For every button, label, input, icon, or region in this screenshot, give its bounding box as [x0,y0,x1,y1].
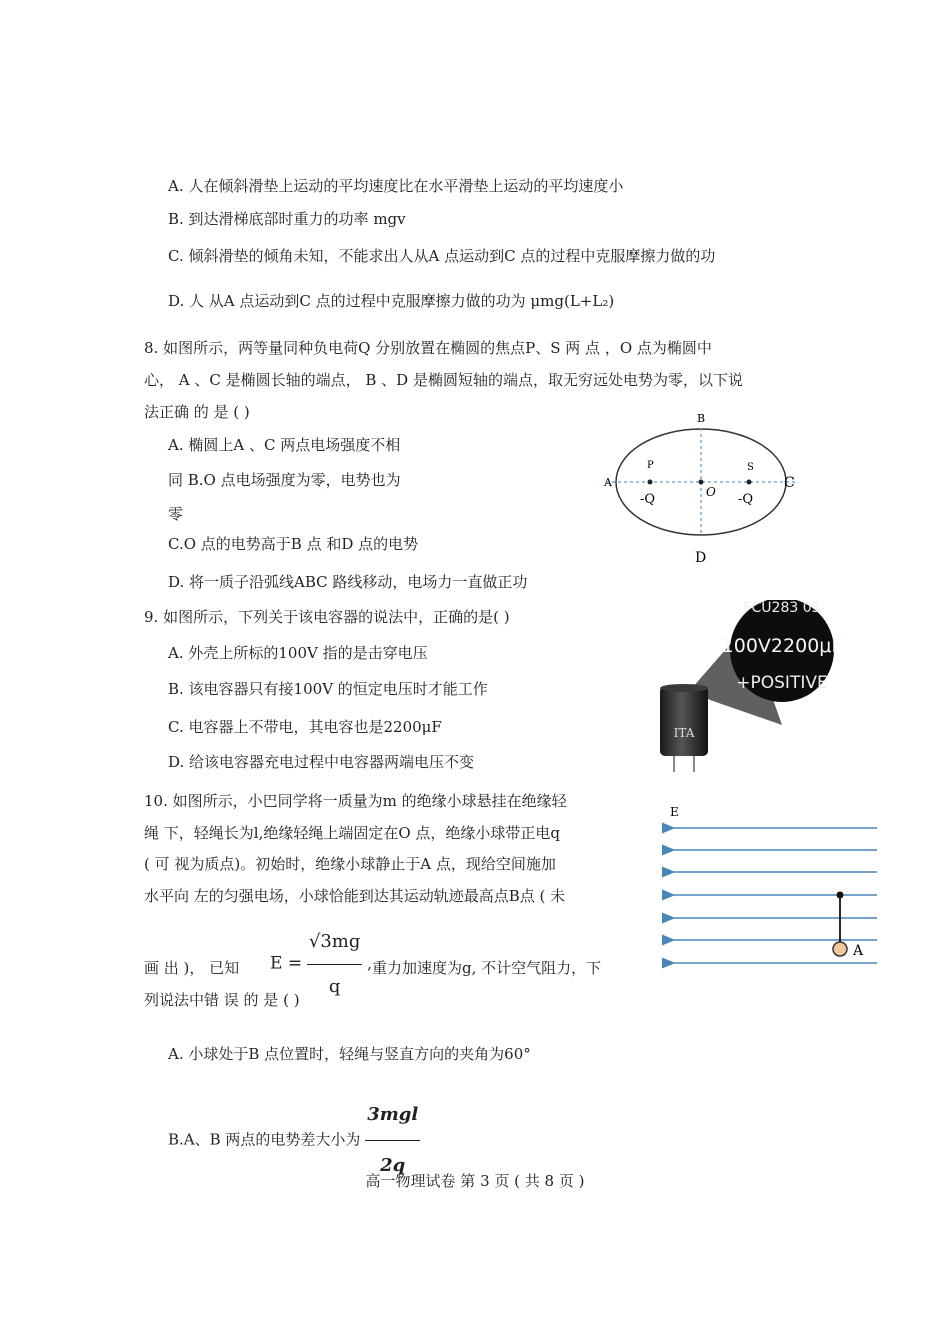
formula-fraction [307,920,363,1009]
label-a: A [853,943,864,959]
q8-stem-line2: 心， A 、C 是椭圆长轴的端点， B 、D 是椭圆短轴的端点，取无穷远处电势为零，以下说 [144,371,743,389]
q9-stem: 9. 如图所示，下列关于该电容器的说法中，正确的是( ) [144,608,510,626]
formula-comma: , [367,954,372,973]
q8-stem-line1: 8. 如图所示，两等量同种负电荷Q 分别放置在椭圆的焦点P、S 两 点 ，O 点为椭圆中 [144,339,712,357]
q8-stem-line3: 法正确 的 是 ( ) [144,403,250,421]
q10-stem-line1: 10. 如图所示，小巴同学将一质量为m 的绝缘小球悬挂在绝缘轻 [144,792,567,810]
capacitor-body [660,686,708,756]
zoom-line1: FCU283 05 [743,600,821,616]
q7-option-d: D. 人 从A 点运动到C 点的过程中克服摩擦力做的功为 μmg(L+L₂) [168,292,615,310]
q7-option-c: C. 倾斜滑垫的倾角未知，不能求出人从A 点运动到C 点的过程中克服摩擦力做的功 [168,247,716,265]
q7-option-a: A. 人在倾斜滑垫上运动的平均速度比在水平滑垫上运动的平均速度小 [168,177,624,195]
q9-option-a: A. 外壳上所标的100V 指的是击穿电压 [168,644,428,662]
zoom-line3: +POSITIVE [736,673,828,693]
q8-option-a-line3: 零 [168,505,184,523]
label-s: S [747,462,754,473]
q10-stem-line5b: 重力加速度为g, 不计空气阻力，下 [372,959,602,977]
q10-stem-line2: 绳 下，轻绳长为l,绝缘轻绳上端固定在O 点，绝缘小球带正电q [144,824,561,842]
q10-stem-line3: ( 可 视为质点)。初始时，绝缘小球静止于A 点，现给空间施加 [144,855,556,873]
pivot-o [837,892,844,899]
capacitor-figure [652,600,842,775]
zoom-line2: 100V2200μF [721,635,842,657]
ball [833,942,847,956]
q10-stem-line4: 水平向 左的匀强电场，小球恰能到达其运动轨迹最高点B点 ( 未 [144,887,566,905]
q10-option-b-denominator: 2q [380,1155,406,1176]
q8-option-a-line1: A. 椭圆上A 、C 两点电场强度不相 [168,436,401,454]
ellipse-charge-figure [596,408,806,568]
label-c: C [784,475,795,491]
label-p: P [647,460,654,471]
formula-numerator: √3mg [307,920,363,965]
charge-right: -Q [738,492,754,507]
q9-option-d: D. 给该电容器充电过程中电容器两端电压不变 [168,753,475,771]
q10-stem-line6: 列说法中错 误 的 是 ( ) [144,991,300,1009]
formula-denominator: q [328,976,341,997]
q10-option-b-numerator: 3mgl [365,1090,420,1141]
capacitor-body-label: ITA [673,726,695,740]
q10-stem-line5a: 画 出 )， 已知 [144,959,240,977]
capacitor-top [660,684,708,692]
point-s [747,480,752,485]
q8-option-a-line2: 同 B.O 点电场强度为零，电势也为 [168,471,401,489]
electric-field-figure [662,800,882,972]
label-e: E [670,805,679,819]
point-p [648,480,653,485]
q10-option-b-text: B.A、B 两点的电势差大小为 [168,1130,361,1149]
page-footer: 高一物理试卷 第 3 页 ( 共 8 页 ) [365,1172,585,1190]
q8-option-c: C.O 点的电势高于B 点 和D 点的电势 [168,535,419,553]
point-o [699,480,704,485]
label-o: O [706,485,716,499]
q9-option-c: C. 电容器上不带电，其电容也是2200μF [168,718,442,736]
formula-lhs: E = [270,953,303,974]
label-d: D [695,550,707,566]
q8-option-d: D. 将一质子沿弧线ABC 路线移动，电场力一直做正功 [168,573,528,591]
q7-option-b: B. 到达滑梯底部时重力的功率 mgv [168,210,406,228]
q10-option-a: A. 小球处于B 点位置时，轻绳与竖直方向的夹角为60° [168,1045,531,1063]
q9-option-b: B. 该电容器只有接100V 的恒定电压时才能工作 [168,680,488,698]
label-b: B [697,412,706,425]
charge-left: -Q [640,492,656,507]
label-a: A [604,476,612,489]
